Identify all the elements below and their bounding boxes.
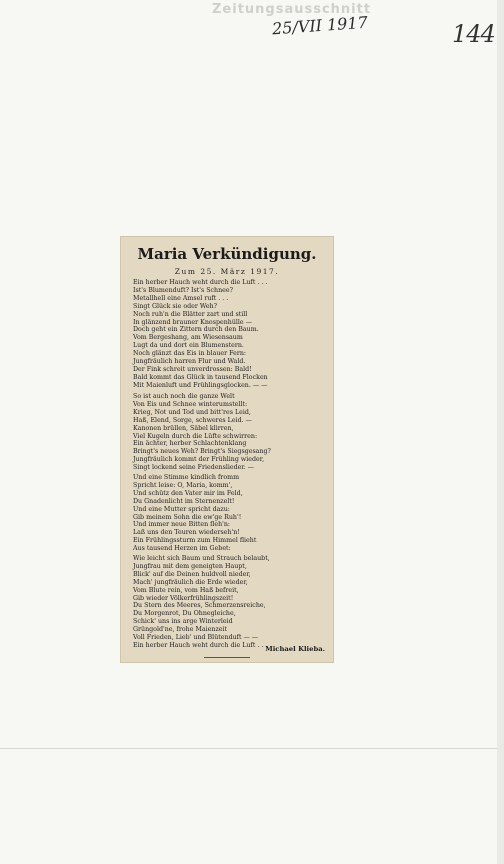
poem-line: So ist auch noch die ganze Welt [133,393,235,400]
folio-number: 144 [452,20,495,48]
poem-line: Noch ruh'n die Blätter zart und still [133,310,248,318]
poem-line: Spricht leise: O, Maria, komm', [133,481,233,489]
poem-line: Singt lockend seine Friedenslieder. — [133,464,254,472]
poem-line: Krieg, Not und Tod und bitt'res Leid, [133,408,251,416]
poem-line: Schick' uns ins arge Winterleid [133,618,233,626]
poem-line: Mit Maienluft und Frühlingsglocken. — — [133,381,268,389]
poem-line: Ist's Blumenduft? Ist's Schnee? [133,286,233,294]
poem-line: Und eine Mutter spricht dazu: [133,505,230,513]
poem-line: Du Stern des Meeres, Schmerzensreiche, [133,602,266,610]
poem-line: Ein herber Hauch weht durch die Luft . . . [133,641,268,649]
poem-line: Blick' auf die Deinen huldvoll nieder, [133,570,251,578]
poem-line: Metallhell eine Amsel ruft . . . [133,294,229,302]
poem-line: Mach' jungfräulich die Erde wieder, [133,578,248,586]
poem-line: Jungfrau mit dem geneigten Haupt, [133,562,247,570]
page-edge [497,0,504,864]
archive-stamp: Zeitungsausschnitt [212,2,372,17]
poem-line: Wie leicht sich Baum und Strauch belaubt, [133,555,270,562]
poem-line: Und immer neue Bitten fleh'n: [133,521,231,529]
poem-line: Und eine Stimme kindlich fromm [133,474,240,481]
poem-line: Singt Glück sie oder Weh? [133,302,218,310]
poem-line: Und schütz den Vater mir im Feld, [133,489,243,497]
poem-line: Doch geht ein Zittern durch den Baum. [133,326,259,334]
page-fold-line [0,748,504,749]
stanza-4 [133,555,333,650]
poem-line: Noch glänzt das Eis in blauer Fern: [133,350,247,358]
stanza-1 [133,279,333,390]
poem-line: Du Morgenrot, Du Ohnegleiche, [133,610,236,618]
newspaper-clipping [121,237,333,662]
poem-line: Grüngold'ne, frohe Maienzeit [133,626,228,634]
poem-line: Jungfräulich harren Flur und Wald. [133,358,246,366]
poem-line: Der Fink schreit unverdrossen: Bald! [133,365,252,373]
poem-line: Ein herber Hauch weht durch die Luft . . . [133,279,268,286]
separator-rule [204,657,250,658]
poem-line: In glänzend brauner Knospenhülle — [133,318,252,326]
poem-line: Gib wieder Völkerfrühlingszeit! [133,594,234,602]
poem-title: Maria Verkündigung. [137,245,317,263]
poem-line: Ein ächter, herber Schlachtenklang [133,440,247,448]
poem-line: Haß, Elend, Sorge, schweres Leid. — [133,416,252,424]
poem-line: Bald kommt das Glück in tausend Flocken [133,373,268,381]
poem-line: Aus tausend Herzen im Gebet: [133,545,231,553]
poem-line: Kanonen brüllen, Säbel klirren, [133,424,234,432]
poem-line: Laß uns den Teuren wiederseh'n! [133,529,240,537]
poem-line: Vom Blute rein, vom Haß befreit, [133,586,239,594]
poem-line: Jungfräulich kommt der Frühling wieder, [133,456,265,464]
poem-line: Vom Bergeshang, am Wiesensaum [133,334,243,342]
stanza-2 [133,393,333,472]
poem-line: Bringt's neues Weh? Bringt's Siegsgesang? [133,448,271,456]
poem-subtitle: Zum 25. März 1917. [174,267,280,276]
poem-line: Gib meinem Sohn die ew'ge Ruh'! [133,513,242,521]
poem-line: Lugt da und dort ein Blumenstern. [133,342,244,350]
handwritten-date: 25/VII 1917 [271,12,369,39]
poem-line: Ein Frühlingssturm zum Himmel flieht [133,537,257,545]
poem-line: Voll Frieden, Lieb' und Blütenduft — — [133,634,259,642]
poem-author: Michael Klieba. [265,645,325,653]
poem-line: Viel Kugeln durch die Lüfte schwirren: [133,432,258,440]
poem-line: Du Gnadenlicht im Sternenzelt! [133,497,235,505]
stanza-3 [133,474,333,553]
poem-line: Von Eis und Schnee winterumstellt: [133,400,248,408]
